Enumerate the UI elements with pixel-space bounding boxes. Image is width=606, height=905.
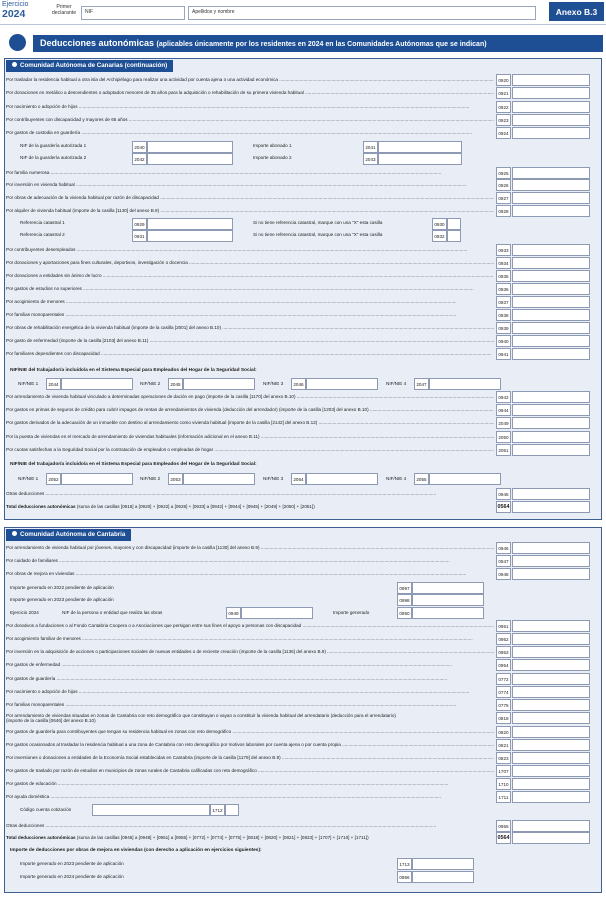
nif-hogar-title: NIF/NIE del trabajador/a incluido/a en el Sistema Especial para Empleados del Hogar de la Seguridad Social: (10, 367, 257, 373)
casilla-code: 0946 (496, 542, 511, 554)
amount-input[interactable] (512, 555, 590, 567)
casilla-code: 0951 (496, 620, 511, 632)
title-bullet-icon (9, 34, 26, 51)
casilla-code: 0922 (496, 101, 511, 113)
deduction-row (6, 555, 598, 568)
amount-input[interactable] (512, 114, 590, 126)
row-label: Otras deducciones ..... (6, 823, 494, 828)
amount-input[interactable] (512, 417, 590, 429)
amount-input[interactable] (512, 309, 590, 321)
ejercicio: Ejercicio 2024 (2, 1, 29, 20)
casilla-code: 0944 (496, 404, 511, 416)
deduction-row (6, 283, 598, 296)
row-label: Por donaciones en metálico a descendientes o adoptados menores de 35 años para la adquisición o rehabilitación de su primera vivienda habitual ..... (6, 90, 494, 95)
row-label: Por gastos derivados de la adecuación de un inmueble con destino al arrendamiento como vivienda habitual (importe de la casilla [2142] del anexo B.12) ..... (6, 420, 494, 425)
importe-input[interactable] (378, 141, 462, 153)
nif-nie-label: NIF/NIE 3 (263, 380, 284, 386)
casilla-code: 2044 (46, 378, 61, 390)
row-label: Por arrendamiento de vivienda habitual vinculado a determinadas operaciones de dación en pago (importe de la casilla [1170] del anexo B.10) ..... (6, 394, 494, 399)
amount-input[interactable] (512, 633, 590, 645)
row-label: Por gastos en primas de seguros de crédito para cubrir impagos de rentas de arrendamientos de vivienda (deducción del arrendador) (importe de la casilla [1203] del anexo B.10) ..... (6, 407, 494, 412)
total-label (6, 504, 494, 509)
deduction-row (6, 296, 598, 309)
row-label: Por la puesta de viviendas en el mercado de arrendamiento de viviendas habituales (información adicional en el anexo B.11) ..... (6, 434, 494, 439)
row-label: Por gastos de guardería ..... (6, 676, 494, 681)
row-label: Por donativos a fundaciones o al Fondo Cantabria Coopera o a Asociaciones que persigan entre sus fines el apoyo a personas con discapacidad ..... (6, 623, 494, 628)
row-label-line1: Por arrendamiento de viviendas situadas en zonas de Cantabria con reto demográfico que constituyan o vayan a constituir la vivienda habitual del arrendatario (deducción para el arrendatario) (6, 712, 396, 718)
nif-nie-input[interactable] (429, 378, 501, 390)
ref-catastral-input[interactable] (147, 218, 233, 230)
amount-input[interactable] (512, 283, 590, 295)
nif-nie-label: NIF/NIE 4 (386, 380, 407, 386)
casilla-code: 2047 (414, 378, 429, 390)
row-label: Por familiares dependientes con discapacidad ..... (6, 351, 494, 356)
row-label: Por donaciones y aportaciones para fines culturales, deportivos, investigación o docencia ..... (6, 260, 494, 265)
deduction-row (6, 167, 598, 180)
nif-nie-input[interactable] (306, 378, 378, 390)
casilla-code: 0950 (397, 607, 412, 619)
cotizacion-input[interactable] (92, 804, 210, 816)
amount-input[interactable] (512, 542, 590, 554)
nif-nie-label: NIF/NIE 1 (18, 380, 39, 386)
casilla-code: 0948 (496, 568, 511, 580)
casilla-code: 2043 (363, 153, 378, 165)
ref-catastral-input[interactable] (147, 230, 233, 242)
casilla-code: 0774 (496, 686, 511, 698)
amount-input[interactable] (512, 686, 590, 698)
casilla-code: 2040 (132, 141, 147, 153)
nif-nie-label: NIF/NIE 1 (18, 475, 39, 481)
casilla-code: 0998 (397, 594, 412, 606)
deduction-row (6, 205, 598, 218)
deduction-row (6, 391, 598, 404)
nif-nie-input[interactable] (61, 473, 133, 485)
total-input[interactable] (512, 832, 590, 844)
importe2-label: Importe abonado 2 (253, 154, 292, 160)
casilla-code: 0952 (496, 633, 511, 645)
row-label: Por gastos de custodia en guardería ..... (6, 130, 494, 135)
casilla-code: 0818 (496, 712, 511, 724)
row-label: Por familias monoparentales ..... (6, 312, 494, 317)
row-label: Por gastos de enfermedad ..... (6, 662, 494, 667)
nif-nie-input[interactable] (61, 378, 133, 390)
amount-input[interactable] (512, 74, 590, 86)
nif-input[interactable] (147, 141, 233, 153)
casilla-code: 0939 (496, 322, 511, 334)
casilla-code: 0921 (496, 87, 511, 99)
casilla-code: 0823 (496, 752, 511, 764)
casilla-code: 2050 (496, 431, 511, 443)
apellidos-field[interactable]: Apellidos y nombre (188, 6, 536, 20)
total-formula: (suma de las casillas [0916] a [0920] + [0922] a [0928] + [0933] a [0942] + [0944] + [0945] + [2049] + [2050] + [2051]) (76, 503, 315, 509)
row-label: Por nacimiento o adopción de hijos ..... (6, 689, 494, 694)
row-label: Por inversión en vivienda habitual ..... (6, 182, 494, 187)
casilla-code: 0564 (496, 832, 511, 844)
casilla-code: 0942 (496, 391, 511, 403)
deduction-row (6, 620, 598, 633)
row-label: Por arrendamiento de vivienda habitual por jóvenes, mayores y con discapacidad (importe de la casilla [1130] del anexo B.9) ..... (6, 545, 494, 550)
row-label: Por contribuyentes con discapacidad y mayores de 65 años ..... (6, 117, 494, 122)
amount-input[interactable] (512, 431, 590, 443)
casilla-code: 0997 (397, 582, 412, 594)
row-label: Por trasladar la residencia habitual a otra isla del Archipiélago para realizar una actividad por cuenta ajena o una actividad económica ..... (6, 77, 494, 82)
row-label-line2: (importe de la casilla [0646] del anexo B.10) (6, 717, 96, 723)
casilla-code: 0956 (397, 871, 412, 883)
row-label: Por gasto de enfermedad (importe de la casilla [2103] del anexo B.11) ..... (6, 338, 494, 343)
nif-obras-label: NIF de la persona o entidad que realiza las obras (62, 609, 163, 615)
row-label: Por contribuyentes desempleados ..... (6, 247, 494, 252)
deduction-row (6, 270, 598, 283)
guarderia-nif1-label: NIF de la guardería autorizada 1 (20, 142, 87, 148)
nif-nie-label: NIF/NIE 2 (140, 380, 161, 386)
nif-nie-label: NIF/NIE 4 (386, 475, 407, 481)
deduction-row (6, 712, 598, 726)
casilla-code: 0930 (432, 218, 447, 230)
row-label: Por obras de rehabilitación energética de la vivienda habitual (importe de la casilla [2001] del anexo B.10) ..... (6, 325, 494, 330)
form-header (0, 0, 606, 27)
amount-input[interactable] (512, 752, 590, 764)
row-label: Por cuotas satisfechas a la Seguridad Social por la contratación de empleados o empleadas de hogar ..... (6, 447, 494, 452)
sub-label: Importe generado en 2023 pendiente de aplicación (10, 597, 114, 603)
casilla-code: 0936 (496, 283, 511, 295)
importe-generado-label: Importe generado (333, 609, 370, 615)
ejercicio-label: Ejercicio 2024 (10, 609, 39, 615)
casilla-code: 0564 (496, 501, 511, 513)
amount-input[interactable] (512, 404, 590, 416)
casilla-code: 0920 (496, 74, 511, 86)
amount-input[interactable] (512, 646, 590, 658)
casilla-code: 0934 (496, 257, 511, 269)
row-label: Por gastos de traslado por razón de estudios en municipios de zonas rurales de Cantabria calificadas con reto demográfico ..... (6, 768, 494, 773)
deduction-row (6, 101, 598, 114)
amount-input[interactable] (512, 348, 590, 360)
nif-nie-input[interactable] (183, 473, 255, 485)
amount-input[interactable] (512, 322, 590, 334)
pendiente-title: Importe de deducciones por obras de mejora en viviendas (con derecho a aplicación en ejercicios siguientes): (10, 848, 262, 854)
casilla-code: 0925 (496, 167, 511, 179)
row-label: Por obras de adecuación de la vivienda habitual por razón de discapacidad ..... (6, 195, 494, 200)
nif-hogar-title: NIF/NIE del trabajador/a incluido/a en el Sistema Especial para Empleados del Hogar de la Seguridad Social: (10, 461, 257, 467)
amount-input[interactable] (512, 778, 590, 790)
amount-input[interactable] (512, 791, 590, 803)
amount-input[interactable] (512, 205, 590, 217)
deduction-row (6, 633, 598, 646)
amount-input[interactable] (512, 296, 590, 308)
amount-input[interactable] (512, 270, 590, 282)
casilla-code: 0940 (496, 335, 511, 347)
amount-input[interactable] (512, 127, 590, 139)
deduction-row (6, 444, 598, 457)
casilla-code: 0945 (496, 488, 511, 500)
casilla-code: 0947 (496, 555, 511, 567)
casilla-code: 0924 (496, 127, 511, 139)
row-label: Por gastos de guardería para contribuyentes que tengan su residencia habitual en zonas con reto demográfico ..... (6, 729, 494, 734)
deduction-row (6, 179, 598, 192)
amount-input[interactable] (412, 871, 474, 883)
amount-input[interactable] (512, 620, 590, 632)
casilla-code: 0941 (496, 348, 511, 360)
casilla-code: 2052 (46, 473, 61, 485)
amount-input[interactable] (512, 179, 590, 191)
primer-declarante-label: Primer declarante (51, 4, 77, 16)
row-label: Por familia numerosa ..... (6, 170, 494, 175)
deduction-row (6, 542, 598, 555)
section-cantabria-heading: Comunidad Autónoma de Cantabria (6, 529, 131, 541)
nif-input[interactable] (241, 607, 313, 619)
cotizacion-label: Código cuenta cotización (20, 807, 72, 813)
total-label (6, 835, 494, 840)
casilla-code: 0938 (496, 309, 511, 321)
casilla-code: 0926 (496, 179, 511, 191)
casilla-code: 0949 (226, 607, 241, 619)
amount-input[interactable] (512, 101, 590, 113)
casilla-code: 0772 (496, 673, 511, 685)
deduction-row (6, 417, 598, 430)
amount-input[interactable] (512, 820, 590, 832)
row-label: Por alquiler de vivienda habitual (importe de la casilla [1130] del anexo B.9) ..... (6, 208, 494, 213)
header-divider (0, 24, 606, 25)
anexo-badge: Anexo B.3 (549, 2, 604, 21)
deduction-row (6, 752, 598, 765)
total-title: Total deducciones autonómicas (6, 503, 76, 509)
row-label: Por donaciones a entidades sin ánimo de lucro ..... (6, 273, 494, 278)
casilla-code: 2045 (168, 378, 183, 390)
nif-nie-input[interactable] (429, 473, 501, 485)
nif-nie-input[interactable] (306, 473, 378, 485)
nif-input[interactable] (147, 153, 233, 165)
casilla-code: 2041 (363, 141, 378, 153)
nif-field[interactable]: NIF (81, 6, 185, 20)
deduction-row (6, 404, 598, 417)
deduction-row (6, 244, 598, 257)
ref-catastral-2-label: Referencia catastral 2 (20, 232, 65, 238)
deduction-row (6, 726, 598, 739)
row-label: Por obras de mejora en viviendas ..... (6, 571, 494, 576)
sin-ref-label: Si no tiene referencia catastral, marque con una "X" esta casilla (253, 232, 383, 238)
row-label: Por inversión en la adquisición de acciones o participaciones sociales de nuevas entidades o de reciente creación (importe de la casilla [1136] del anexo B.9) ..... (6, 649, 494, 654)
casilla-code: 2055 (414, 473, 429, 485)
amount-input[interactable] (512, 726, 590, 738)
deduction-row (6, 568, 598, 581)
casilla-code: 0953 (496, 646, 511, 658)
row-label: Por cuidado de familiares ..... (6, 558, 494, 563)
importe1-label: Importe abonado 1 (253, 142, 292, 148)
amount-input[interactable] (512, 192, 590, 204)
casilla-code: 2042 (132, 153, 147, 165)
casilla-code: 0933 (496, 244, 511, 256)
amount-input[interactable] (412, 594, 484, 606)
amount-input[interactable] (412, 607, 484, 619)
casilla-code: 1707 (496, 765, 511, 777)
importe-input[interactable] (378, 153, 462, 165)
casilla-code: 1713 (397, 858, 412, 870)
amount-input[interactable] (512, 699, 590, 711)
casilla-code: 0923 (496, 114, 511, 126)
casilla-code: 0820 (496, 726, 511, 738)
amount-input[interactable] (412, 582, 484, 594)
casilla-code: 0954 (496, 659, 511, 671)
sin-ref-label: Si no tiene referencia catastral, marque con una "X" esta casilla (253, 220, 383, 226)
deduction-row (6, 87, 598, 100)
row-label (6, 713, 494, 723)
guarderia-nif2-label: NIF de la guardería autorizada 2 (20, 154, 87, 160)
casilla-code: 0935 (496, 270, 511, 282)
nif-nie-input[interactable] (183, 378, 255, 390)
amount-input[interactable] (512, 167, 590, 179)
deduction-row (6, 765, 598, 778)
bullet-icon (12, 62, 17, 67)
deduction-row (6, 127, 598, 140)
section-canarias-heading: Comunidad Autónoma de Canarias (continuación) (6, 60, 173, 72)
deduction-row (6, 114, 598, 127)
pendiente-label: Importe generado en 2023 pendiente de aplicación (20, 861, 124, 867)
casilla-code: 0937 (496, 296, 511, 308)
casilla-code: 0928 (496, 205, 511, 217)
amount-input[interactable] (512, 659, 590, 671)
casilla-code: 0927 (496, 192, 511, 204)
amount-input[interactable] (512, 712, 590, 724)
casilla-code: 2051 (496, 444, 511, 456)
amount-input[interactable] (512, 87, 590, 99)
row-label: Por gastos ocasionados al trasladar la residencia habitual a una zona de Cantabria con reto demográfico por motivos laborales por cuenta ajena o por cuenta propia ..... (6, 742, 494, 747)
row-label: Por gastos de estudios no superiores ..... (6, 286, 494, 291)
total-row (6, 832, 598, 845)
casilla-code: 0955 (496, 820, 511, 832)
casilla-code: 0931 (132, 230, 147, 242)
deduction-row (6, 335, 598, 348)
row-label: Otras deducciones ..... (6, 491, 494, 496)
ref-catastral-1-label: Referencia catastral 1 (20, 220, 65, 226)
amount-input[interactable] (512, 673, 590, 685)
total-row (6, 501, 598, 514)
deduction-row (6, 686, 598, 699)
amount-input[interactable] (512, 488, 590, 500)
page-title: Deducciones autonómicas (aplicables únicamente por los residentes en 2024 en las Comunidades Autónomas que se indican) (33, 35, 603, 52)
x-checkbox[interactable] (447, 230, 461, 242)
deduction-row (6, 778, 598, 791)
bullet-icon (12, 531, 17, 536)
deduction-row (6, 309, 598, 322)
row-label: Por acogimiento de menores ..... (6, 299, 494, 304)
row-label: Por familias monoparentales ..... (6, 702, 494, 707)
casilla-code: 0775 (496, 699, 511, 711)
deduction-row (6, 348, 598, 361)
casilla-code: 0929 (132, 218, 147, 230)
deduction-row (6, 699, 598, 712)
casilla-code: 0932 (432, 230, 447, 242)
casilla-code: 2046 (291, 378, 306, 390)
deduction-row (6, 673, 598, 686)
deduction-row (6, 74, 598, 87)
row-label: Por nacimiento o adopción de hijos ..... (6, 104, 494, 109)
casilla-code: 1712 (210, 804, 225, 816)
casilla-code: 0821 (496, 739, 511, 751)
casilla-code: 2054 (291, 473, 306, 485)
total-formula: (suma de las casillas [0946] a [0948] + [0951] a [0955] + [0772] + [0774] + [0775] + [0818] + [0820] + [0821] + [0823] + [1707] + [1710] + [1711]) (76, 835, 369, 841)
casilla-code: 1711 (496, 791, 511, 803)
deduction-row (6, 659, 598, 672)
casilla-code: 2053 (168, 473, 183, 485)
total-title: Total deducciones autonómicas (6, 835, 76, 841)
deduction-row (6, 739, 598, 752)
amount-input[interactable] (512, 568, 590, 580)
amount-input[interactable] (412, 858, 474, 870)
casilla-code: 1710 (496, 778, 511, 790)
deduction-row (6, 192, 598, 205)
deduction-row (6, 257, 598, 270)
row-label: Por gastos de educación ..... (6, 781, 494, 786)
x-checkbox[interactable] (447, 218, 461, 230)
row-label: Por inversiones o donaciones a entidades de la Economía Social establecidas en Cantabria (importe de la casilla [1179] del anexo B.9) ..... (6, 755, 494, 760)
pendiente-label: Importe generado en 2024 pendiente de aplicación (20, 874, 124, 880)
nif-nie-label: NIF/NIE 3 (263, 475, 284, 481)
amount-input[interactable] (512, 335, 590, 347)
amount-input[interactable] (512, 739, 590, 751)
amount-input[interactable] (512, 765, 590, 777)
row-label: Por ayuda doméstica ..... (6, 794, 494, 799)
amount-input[interactable] (512, 391, 590, 403)
nif-nie-label: NIF/NIE 2 (140, 475, 161, 481)
casilla-code: 2049 (496, 417, 511, 429)
sub-label: Importe generado en 2022 pendiente de aplicación (10, 584, 114, 590)
total-input[interactable] (512, 501, 590, 513)
amount-input[interactable] (512, 444, 590, 456)
amount-input[interactable] (512, 257, 590, 269)
otras-deducciones-row (6, 488, 598, 501)
amount-input[interactable] (512, 244, 590, 256)
row-label: Por acogimiento familiar de menores ..... (6, 636, 494, 641)
deduction-row (6, 646, 598, 659)
deduction-row (6, 791, 598, 804)
deduction-row (6, 431, 598, 444)
deduction-row (6, 322, 598, 335)
amount-input[interactable] (225, 804, 239, 816)
